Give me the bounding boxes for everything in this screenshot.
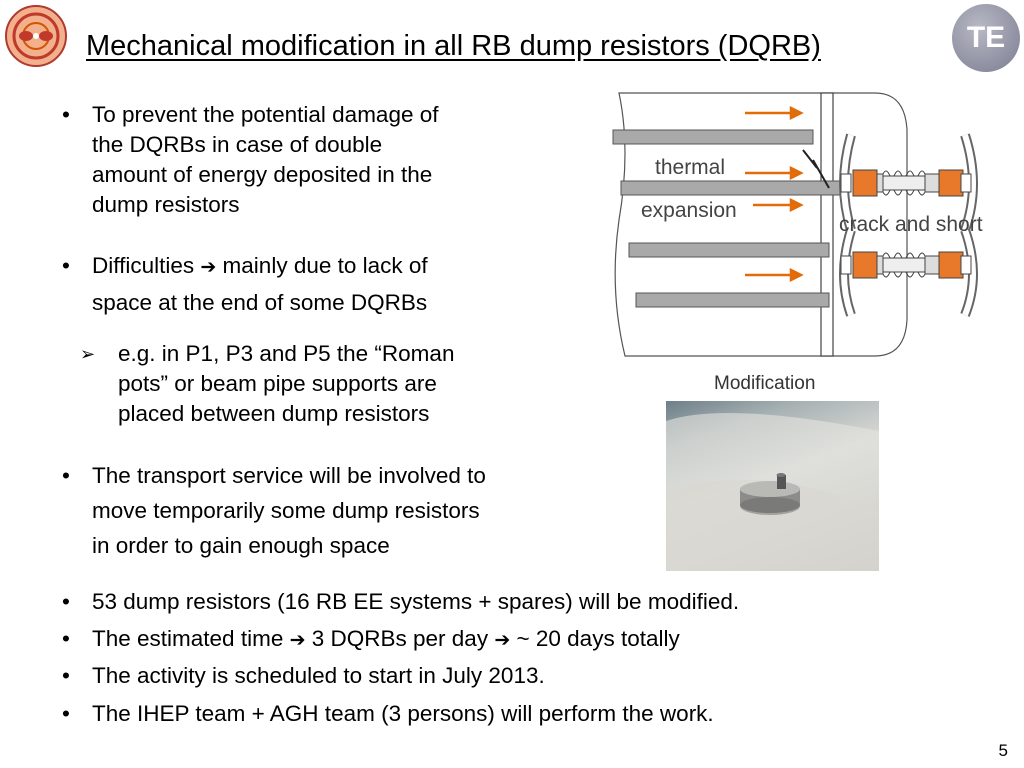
arrow-right-icon: ➔ — [494, 629, 511, 651]
bullet-line: in order to gain enough space — [92, 533, 390, 558]
lhc-logo-icon — [4, 4, 68, 68]
bullet-line: The transport service will be involved to — [92, 463, 486, 488]
label-thermal: thermal — [655, 156, 726, 179]
bullet-line: Difficulties ➔ mainly due to lack of — [92, 253, 428, 278]
sub-bullet-arrow-icon: ➢ — [80, 344, 96, 364]
te-logo: TE — [952, 4, 1020, 72]
resistor-bar — [613, 130, 813, 144]
bullet-dot: • — [62, 253, 70, 278]
end-plate — [821, 93, 833, 356]
bullet-line: pots” or beam pipe supports are — [118, 371, 437, 396]
bullet-dot: • — [62, 701, 70, 726]
bullet-line: To prevent the potential damage of — [92, 102, 439, 127]
modification-part-image — [666, 401, 879, 571]
bullet-schedule: • The activity is scheduled to start in July 2013. — [92, 661, 545, 691]
bullet-dot: • — [62, 663, 70, 688]
bullet-dot: • — [62, 626, 70, 651]
bullet-line: move temporarily some dump resistors — [92, 498, 480, 523]
slide-title: Mechanical modification in all RB dump resistors (DQRB) — [86, 30, 821, 62]
dump-resistor-diagram — [605, 90, 1000, 360]
bullet-dot: • — [62, 589, 70, 614]
bullet-estimated-time: • The estimated time ➔ 3 DQRBs per day ➔ ~ 20 days totally — [92, 624, 680, 655]
page-number: 5 — [998, 741, 1008, 760]
resistor-bar — [621, 181, 840, 195]
bullet-dot: • — [62, 463, 70, 488]
bullet-53-resistors: • 53 dump resistors (16 RB EE systems + spares) will be modified. — [92, 587, 739, 617]
bullet-teams: • The IHEP team + AGH team (3 persons) will perform the work. — [92, 699, 714, 729]
bullet-difficulties — [62, 248, 428, 320]
bullet-line: the DQRBs in case of double — [92, 132, 383, 157]
label-expansion: expansion — [641, 199, 737, 222]
bullet-damage-prevention — [62, 100, 439, 220]
label-crack-and-short: crack and short — [839, 213, 983, 236]
modification-photo — [666, 401, 879, 571]
bullet-dot: • — [62, 102, 70, 127]
resistor-bar — [629, 243, 829, 257]
photo-caption: Modification — [714, 373, 816, 394]
bullet-line: amount of energy deposited in the — [92, 162, 433, 187]
bullet-line: space at the end of some DQRBs — [92, 290, 428, 315]
bullet-line: placed between dump resistors — [118, 401, 430, 426]
bullet-transport-service — [62, 458, 486, 563]
arrow-right-icon: ➔ — [200, 256, 217, 278]
arrow-right-icon: ➔ — [289, 629, 306, 651]
sub-bullet-roman-pots — [80, 339, 455, 429]
resistor-bar — [636, 293, 829, 307]
bullet-line: dump resistors — [92, 192, 240, 217]
bullet-line: e.g. in P1, P3 and P5 the “Roman — [118, 341, 455, 366]
